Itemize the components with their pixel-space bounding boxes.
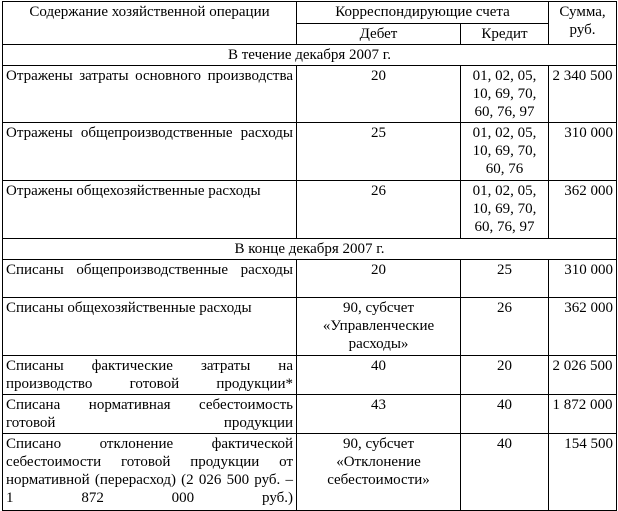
section-title: В течение декабря 2007 г.: [3, 45, 617, 66]
table-row: [3, 181, 617, 239]
table-row: [3, 356, 617, 395]
amount: 310 000: [549, 123, 617, 181]
operation-content: Списана нормативная себестоимость готовой продукции: [3, 395, 297, 434]
operations-table: [2, 1, 617, 511]
debit-account: 26: [297, 181, 461, 239]
operation-content: Списаны общехозяйственные расходы: [3, 298, 297, 356]
operation-content: Отражены общехозяйственные расходы: [3, 181, 297, 239]
credit-accounts: 25: [461, 260, 549, 298]
amount: 362 000: [549, 298, 617, 356]
operation-content: Отражены общепроизводственные расходы: [3, 123, 297, 181]
amount: 362 000: [549, 181, 617, 239]
header-credit: Кредит: [461, 24, 549, 45]
credit-accounts: 26: [461, 298, 549, 356]
credit-accounts: 40: [461, 434, 549, 511]
credit-accounts: 20: [461, 356, 549, 395]
amount: 154 500: [549, 434, 617, 511]
header-row-1: [3, 2, 617, 24]
amount: 1 872 000: [549, 395, 617, 434]
amount: 310 000: [549, 260, 617, 298]
debit-account: 43: [297, 395, 461, 434]
section-title-row: [3, 45, 617, 66]
table-row: [3, 260, 617, 298]
amount: 2 340 500: [549, 66, 617, 123]
debit-account: 90, субсчет «Отклонение себестоимости»: [297, 434, 461, 511]
operation-content: Списаны фактические затраты на производство готовой продукции*: [3, 356, 297, 395]
credit-accounts: 01, 02, 05, 10, 69, 70, 60, 76, 97: [461, 181, 549, 239]
section-title: В конце декабря 2007 г.: [3, 239, 617, 260]
operation-content: Списано отклонение фактической себестоимости готовой продукции от нормативной (перерасход) (2 026 500 руб. – 1 872 000 руб.): [3, 434, 297, 511]
debit-account: 90, субсчет «Управленческие расходы»: [297, 298, 461, 356]
debit-account: 20: [297, 260, 461, 298]
debit-account: 40: [297, 356, 461, 395]
credit-accounts: 01, 02, 05, 10, 69, 70, 60, 76: [461, 123, 549, 181]
header-content: Содержание хозяйственной операции: [3, 2, 297, 45]
operation-content: Отражены затраты основного производства: [3, 66, 297, 123]
table-row: [3, 395, 617, 434]
section-title-row: [3, 239, 617, 260]
amount: 2 026 500: [549, 356, 617, 395]
table-row: [3, 298, 617, 356]
header-debit: Дебет: [297, 24, 461, 45]
debit-account: 25: [297, 123, 461, 181]
header-corr-accounts: Корреспондирующие счета: [297, 2, 549, 24]
operation-content: Списаны общепроизводственные расходы: [3, 260, 297, 298]
credit-accounts: 01, 02, 05, 10, 69, 70, 60, 76, 97: [461, 66, 549, 123]
table-row: [3, 123, 617, 181]
header-sum: Сумма, руб.: [549, 2, 617, 45]
debit-account: 20: [297, 66, 461, 123]
table-row: [3, 66, 617, 123]
credit-accounts: 40: [461, 395, 549, 434]
table-row: [3, 434, 617, 511]
